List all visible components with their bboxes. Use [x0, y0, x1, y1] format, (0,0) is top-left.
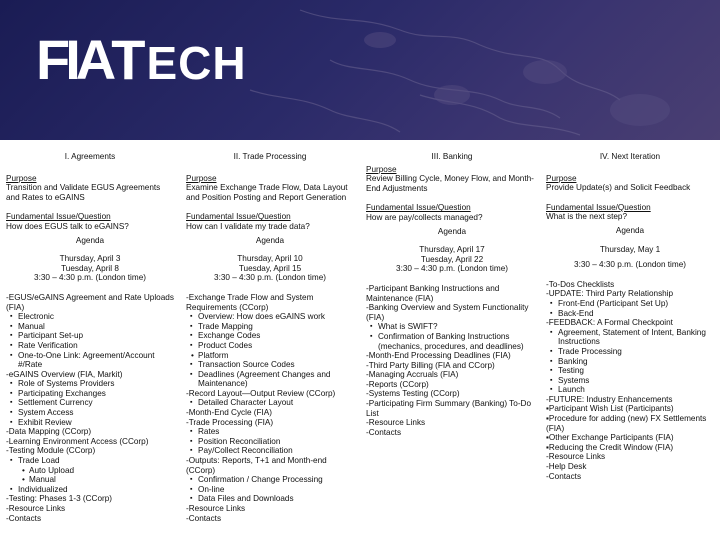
fia-tech-logo: FIATECH: [36, 28, 247, 91]
issue-label: Fundamental Issue/Question: [186, 212, 291, 222]
agenda-label: Agenda: [615, 225, 645, 235]
list-item: -Help Desk: [546, 462, 587, 472]
list-item: -Month-End Processing Deadlines (FIA): [366, 351, 511, 361]
purpose-label: Purpose: [6, 173, 37, 183]
agenda-date: Thursday, April 3: [59, 254, 121, 264]
list-item: ▪ Electronic: [6, 312, 174, 322]
list-item: ▪Reducing the Credit Window (FIA): [546, 442, 674, 452]
agenda-date: Thursday, April 17: [419, 245, 485, 255]
column-next-iteration: [546, 152, 714, 481]
list-item: • Manual: [6, 475, 174, 485]
list-item: ▪ Trade Load: [6, 456, 174, 466]
list-item: -Participant Banking Instructions and Maintenance (FIA): [366, 283, 500, 303]
purpose-text: Provide Update(s) and Solicit Feedback: [546, 183, 691, 193]
agenda-list: [6, 293, 174, 523]
list-item: ▪ Detailed Character Layout: [186, 398, 354, 408]
list-item: -Contacts: [546, 471, 582, 481]
list-item: -eGAINS Overview (FIA, Markit): [6, 369, 123, 379]
issue-text: How are pay/collects managed?: [366, 212, 483, 222]
list-item: ▪ Systems: [546, 376, 714, 386]
list-item: -UPDATE: Third Party Relationship: [546, 289, 674, 299]
list-item: ▪ Exchange Codes: [186, 331, 354, 341]
list-item: -Contacts: [6, 513, 42, 523]
list-item: -Learning Environment Access (CCorp): [6, 436, 149, 446]
list-item: -Testing: Phases 1-3 (CCorp): [6, 494, 113, 504]
agenda-label: Agenda: [255, 235, 285, 245]
list-item: ▪ Rate Verification: [6, 341, 174, 351]
agenda-date: Tuesday, April 22: [420, 254, 484, 264]
list-item: ▪ Confirmation of Banking Instructions (mechanics, procedures, and deadlines): [366, 332, 538, 351]
column-heading: I. Agreements: [64, 152, 116, 161]
column-agreements: [6, 152, 174, 523]
issue-label: Fundamental Issue/Question: [6, 212, 111, 222]
issue-text: What is the next step?: [546, 212, 628, 222]
agenda-time: 3:30 – 4:30 p.m. (London time): [214, 273, 326, 283]
list-item: -Month-End Cycle (FIA): [186, 408, 272, 418]
column-heading: IV. Next Iteration: [599, 152, 661, 161]
list-item: ▪ Settlement Currency: [6, 398, 174, 408]
list-item: ▪ Front-End (Participant Set Up): [546, 299, 714, 309]
agenda-date: Thursday, April 10: [237, 254, 303, 264]
issue-label: Fundamental Issue/Question: [366, 203, 471, 213]
issue-text: How does EGUS talk to eGAINS?: [6, 221, 129, 231]
purpose-text: Review Billing Cycle, Money Flow, and Month-End Adjustments: [366, 174, 534, 193]
list-item: -Contacts: [366, 427, 402, 437]
list-item: -Resource Links: [546, 452, 606, 462]
purpose-text: Examine Exchange Trade Flow, Data Layout and Position Posting and Report Generation: [186, 183, 348, 202]
agenda-date: Thursday, May 1: [599, 244, 661, 254]
purpose-label: Purpose: [366, 164, 397, 174]
agenda-label: Agenda: [75, 235, 105, 245]
list-item: -Resource Links: [6, 504, 66, 513]
purpose-label: Purpose: [186, 173, 217, 183]
column-trade-processing: [186, 152, 354, 523]
list-item: -Record Layout—Output Review (CCorp): [186, 388, 336, 398]
list-item: ▪ Role of Systems Providers: [6, 379, 174, 389]
list-item: ▪ On-line: [186, 485, 354, 495]
agenda-date: Tuesday, April 15: [238, 263, 302, 273]
purpose-label: Purpose: [546, 173, 577, 183]
issue-text: How can I validate my trade data?: [186, 221, 310, 231]
list-item: ▪ Product Codes: [186, 341, 354, 351]
agenda-list: [546, 280, 714, 481]
list-item: ▪ Participant Set-up: [6, 331, 174, 341]
list-item: ▪Procedure for adding (new) FX Settlements (FIA): [546, 414, 707, 433]
agenda-list: [366, 284, 538, 438]
list-item: ▪ Agreement, Statement of Intent, Banking Instructions: [546, 328, 714, 347]
list-item: ▪ Exhibit Review: [6, 418, 174, 428]
column-banking: [366, 152, 538, 437]
list-item: -To-Dos Checklists: [546, 279, 615, 289]
list-item: ▪Other Exchange Participants (FIA): [546, 433, 674, 443]
list-item: ▪ Position Reconciliation: [186, 437, 354, 447]
agenda-time: 3:30 – 4:30 p.m. (London time): [396, 264, 508, 274]
agenda-date: Tuesday, April 8: [61, 263, 119, 273]
agenda-label: Agenda: [437, 226, 467, 236]
list-item: ▪ Individualized: [6, 485, 174, 495]
list-item: -Banking Overview and System Functionality (FIA): [366, 303, 529, 322]
list-item: ▪ Data Files and Downloads: [186, 494, 354, 504]
list-item: ▪ Launch: [546, 385, 714, 395]
list-item: ▪ Participating Exchanges: [6, 389, 174, 399]
list-item: -Participating Firm Summary (Banking) To-Do List: [366, 399, 532, 418]
list-item: ▪ Overview: How does eGAINS work: [186, 312, 354, 322]
list-item: -EGUS/eGAINS Agreement and Rate Uploads (FIA): [6, 292, 174, 312]
column-heading: II. Trade Processing: [233, 152, 307, 161]
header-banner: [0, 0, 720, 140]
agenda-time: 3:30 – 4:30 p.m. (London time): [574, 260, 686, 270]
list-item: -FUTURE: Industry Enhancements: [546, 394, 673, 404]
list-item: -Trade Processing (FIA): [186, 417, 274, 427]
list-item: ▪ Trade Mapping: [186, 322, 354, 332]
purpose-text: Transition and Validate EGUS Agreements and Rates to eGAINS: [6, 183, 161, 202]
issue-label: Fundamental Issue/Question: [546, 202, 651, 212]
list-item: ▪Participant Wish List (Participants): [546, 404, 674, 414]
list-item: -Exchange Trade Flow and System Requirements (CCorp): [186, 292, 314, 312]
list-item: -Reports (CCorp): [366, 379, 429, 389]
list-item: -Resource Links: [366, 418, 426, 428]
list-item: ▪ What is SWIFT?: [366, 322, 538, 332]
list-item: -Managing Accruals (FIA): [366, 370, 459, 380]
list-item: ▪ One-to-One Link: Agreement/Account #/Rate: [6, 351, 174, 370]
list-item: ▪ Testing: [546, 366, 714, 376]
column-heading: III. Banking: [431, 152, 473, 161]
list-item: ▪ Confirmation / Change Processing: [186, 475, 354, 485]
list-item: ▪ Pay/Collect Reconciliation: [186, 446, 354, 456]
list-item: ▪ Deadlines (Agreement Changes and Maintenance): [186, 370, 354, 389]
list-item: -Testing Module (CCorp): [6, 446, 96, 456]
list-item: -FEEDBACK: A Formal Checkpoint: [546, 318, 673, 328]
list-item: ▪ Back-End: [546, 309, 714, 319]
list-item: ▪ Manual: [6, 322, 174, 332]
list-item: • Platform: [186, 351, 354, 361]
list-item: ▪ Transaction Source Codes: [186, 360, 354, 370]
agenda-time: 3:30 – 4:30 p.m. (London time): [34, 273, 146, 283]
list-item: ▪ System Access: [6, 408, 174, 418]
list-item: -Resource Links: [186, 504, 246, 513]
list-item: -Contacts: [186, 513, 222, 523]
list-item: • Auto Upload: [6, 466, 174, 476]
list-item: -Third Party Billing (FIA and CCorp): [366, 360, 495, 370]
list-item: ▪ Banking: [546, 357, 714, 367]
list-item: -Data Mapping (CCorp): [6, 427, 92, 437]
list-item: ▪ Trade Processing: [546, 347, 714, 357]
list-item: ▪ Rates: [186, 427, 354, 437]
list-item: -Systems Testing (CCorp): [366, 389, 460, 399]
agenda-list: [186, 293, 354, 523]
list-item: -Outputs: Reports, T+1 and Month-end (CCorp): [186, 456, 327, 475]
